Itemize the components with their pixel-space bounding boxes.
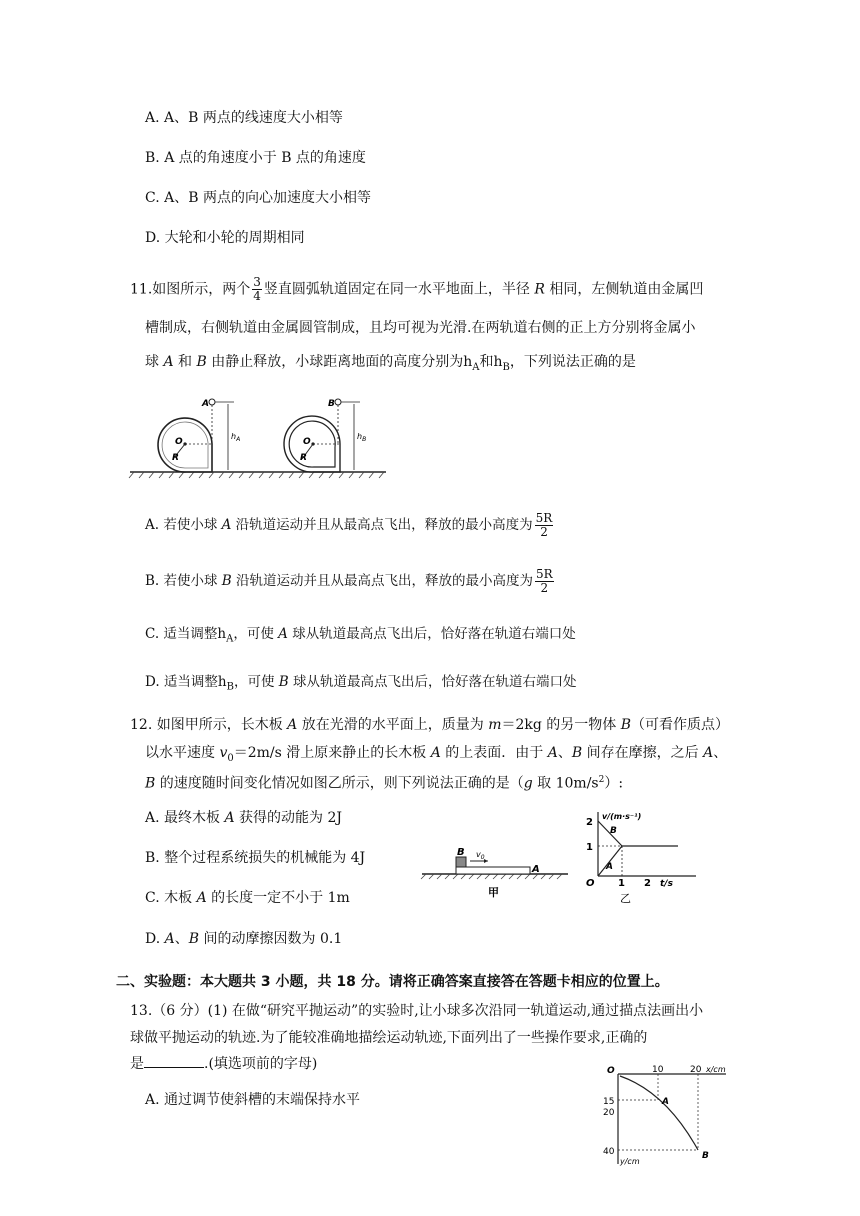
label-a: A: [606, 862, 613, 872]
fraction-5r-over-2: $\frac{5R}{2}$: [535, 511, 553, 539]
label-hb: $h_B$: [357, 432, 367, 443]
q12-option-a: A. 最终木板 A 获得的动能为 2J: [145, 810, 343, 826]
label-o-left: O: [175, 437, 183, 447]
label-ball-b: B: [328, 399, 335, 409]
label-o-right: O: [303, 437, 311, 447]
caption-yi: 乙: [620, 892, 631, 905]
ball-a: [209, 399, 215, 405]
q10-option-c: C. A、B 两点的向心加速度大小相等: [145, 190, 371, 206]
q12-figure-jia: [420, 840, 570, 900]
y-axis-label: y/cm: [620, 1157, 640, 1166]
q12-stem-line1: 12. 如图甲所示，长木板 A 放在光滑的水平面上，质量为 m＝2kg 的另一物体 B（可看作质点）: [130, 717, 730, 733]
label-v0: $v_0$: [476, 850, 485, 861]
q10-option-d: D. 大轮和小轮的周期相同: [145, 230, 305, 246]
answer-blank[interactable]: [144, 1053, 204, 1068]
tick-v-2: 2: [586, 817, 593, 828]
q11-track-figure: [128, 392, 388, 482]
q11-stem-line1: 11.如图所示，两个 $\frac{3}{4}$ 竖直圆弧轨道固定在同一水平地面上，半径 R 相同，左侧轨道由金属凹: [130, 275, 704, 303]
tick-x-10: 10: [652, 1065, 664, 1075]
q12-figure-yi-vt-graph: [578, 806, 708, 906]
tick-t-2: 2: [644, 878, 651, 889]
q11-option-d: D. 适当调整$h_B$，可使 B 球从轨道最高点飞出后，恰好落在轨道右端口处: [145, 674, 577, 693]
q13-option-a: A. 通过调节使斜槽的末端保持水平: [145, 1092, 361, 1108]
tick-y-20: 20: [603, 1108, 615, 1118]
t-axis-label: t/s: [660, 879, 673, 889]
caption-jia: 甲: [488, 886, 499, 899]
tick-y-15: 15: [603, 1097, 615, 1107]
trajectory-curve: [620, 1076, 698, 1150]
q11-stem-line3: 球 A 和 B 由静止释放，小球距离地面的高度分别为$h_A$和$h_B$，下列说法正确的是: [145, 354, 636, 373]
q11-option-a: A. 若使小球 A 沿轨道运动并且从最高点飞出，释放的最小高度为 $\frac{5R}{2}$: [145, 511, 553, 539]
tick-v-1: 1: [586, 842, 593, 853]
board-a: [456, 867, 530, 874]
q11-stem-line2: 槽制成，右侧轨道由金属圆管制成，且均可视为光滑.在两轨道右侧的正上方分别将金属小: [145, 320, 696, 336]
label-ha: $h_A$: [231, 432, 241, 443]
q13-stem-line2: 球做平抛运动的轨迹.为了能较准确地描绘运动轨迹,下面列出了一些操作要求,正确的: [130, 1030, 648, 1046]
label-r-left: R: [172, 453, 179, 463]
q10-option-a: A. A、B 两点的线速度大小相等: [145, 110, 343, 126]
tick-x-20: 20: [690, 1065, 702, 1075]
point-a-label: A: [662, 1097, 669, 1107]
q13-stem-line1: 13.（6 分）(1) 在做“研究平抛运动”的实验时,让小球多次沿同一轨道运动,通过描点法画出小: [130, 1003, 704, 1019]
ball-b: [335, 399, 341, 405]
origin-label: O: [607, 1066, 615, 1076]
q10-option-b: B. A 点的角速度小于 B 点的角速度: [145, 150, 366, 166]
q12-stem-line2: 以水平速度 $v_0=2m/s$ 滑上原来静止的长木板 A 的上表面．由于 A、B 间存在摩擦，之后 A、: [145, 745, 728, 764]
q11-option-c: C. 适当调整$h_A$，可使 A 球从轨道最高点飞出后，恰好落在轨道右端口处: [145, 626, 576, 645]
v-axis-label: v/(m·s⁻¹): [602, 812, 642, 821]
q13-stem-line3: 是 .(填选项前的字母): [130, 1053, 317, 1074]
section-heading-experiment: 二、实验题：本大题共 3 小题，共 18 分。请将正确答案直接答在答题卡相应的位置上。: [116, 974, 669, 990]
tick-t-1: 1: [618, 878, 625, 889]
label-ball-a: A: [202, 399, 209, 409]
origin-label: O: [586, 878, 595, 889]
point-b-label: B: [702, 1151, 709, 1161]
q12-option-c: C. 木板 A 的长度一定不小于 1m: [145, 890, 350, 906]
velocity-arrowhead: [484, 859, 488, 863]
q11-option-b: B. 若使小球 B 沿轨道运动并且从最高点飞出，释放的最小高度为 $\frac{5R}{2}$: [145, 567, 553, 595]
label-b: B: [457, 847, 465, 858]
tick-y-40: 40: [603, 1147, 615, 1157]
q12-option-b: B. 整个过程系统损失的机械能为 4J: [145, 850, 366, 866]
fraction-5r-over-2: $\frac{5R}{2}$: [536, 567, 553, 595]
ground-hatching: [129, 472, 384, 478]
q12-option-d: D. A、B 间的动摩擦因数为 0.1: [145, 931, 343, 947]
q11-fraction-three-quarters: $\frac{3}{4}$: [253, 275, 261, 303]
block-b: [456, 857, 466, 867]
label-b: B: [610, 826, 617, 836]
q13-trajectory-figure: [596, 1062, 736, 1167]
label-r-right: R: [300, 453, 307, 463]
x-axis-label: x/cm: [706, 1065, 726, 1074]
label-a: A: [532, 864, 540, 875]
ground-hatching: [421, 874, 562, 879]
q12-stem-line3: B 的速度随时间变化情况如图乙所示，则下列说法正确的是（g 取 $10m/s^2$）:: [145, 775, 624, 792]
